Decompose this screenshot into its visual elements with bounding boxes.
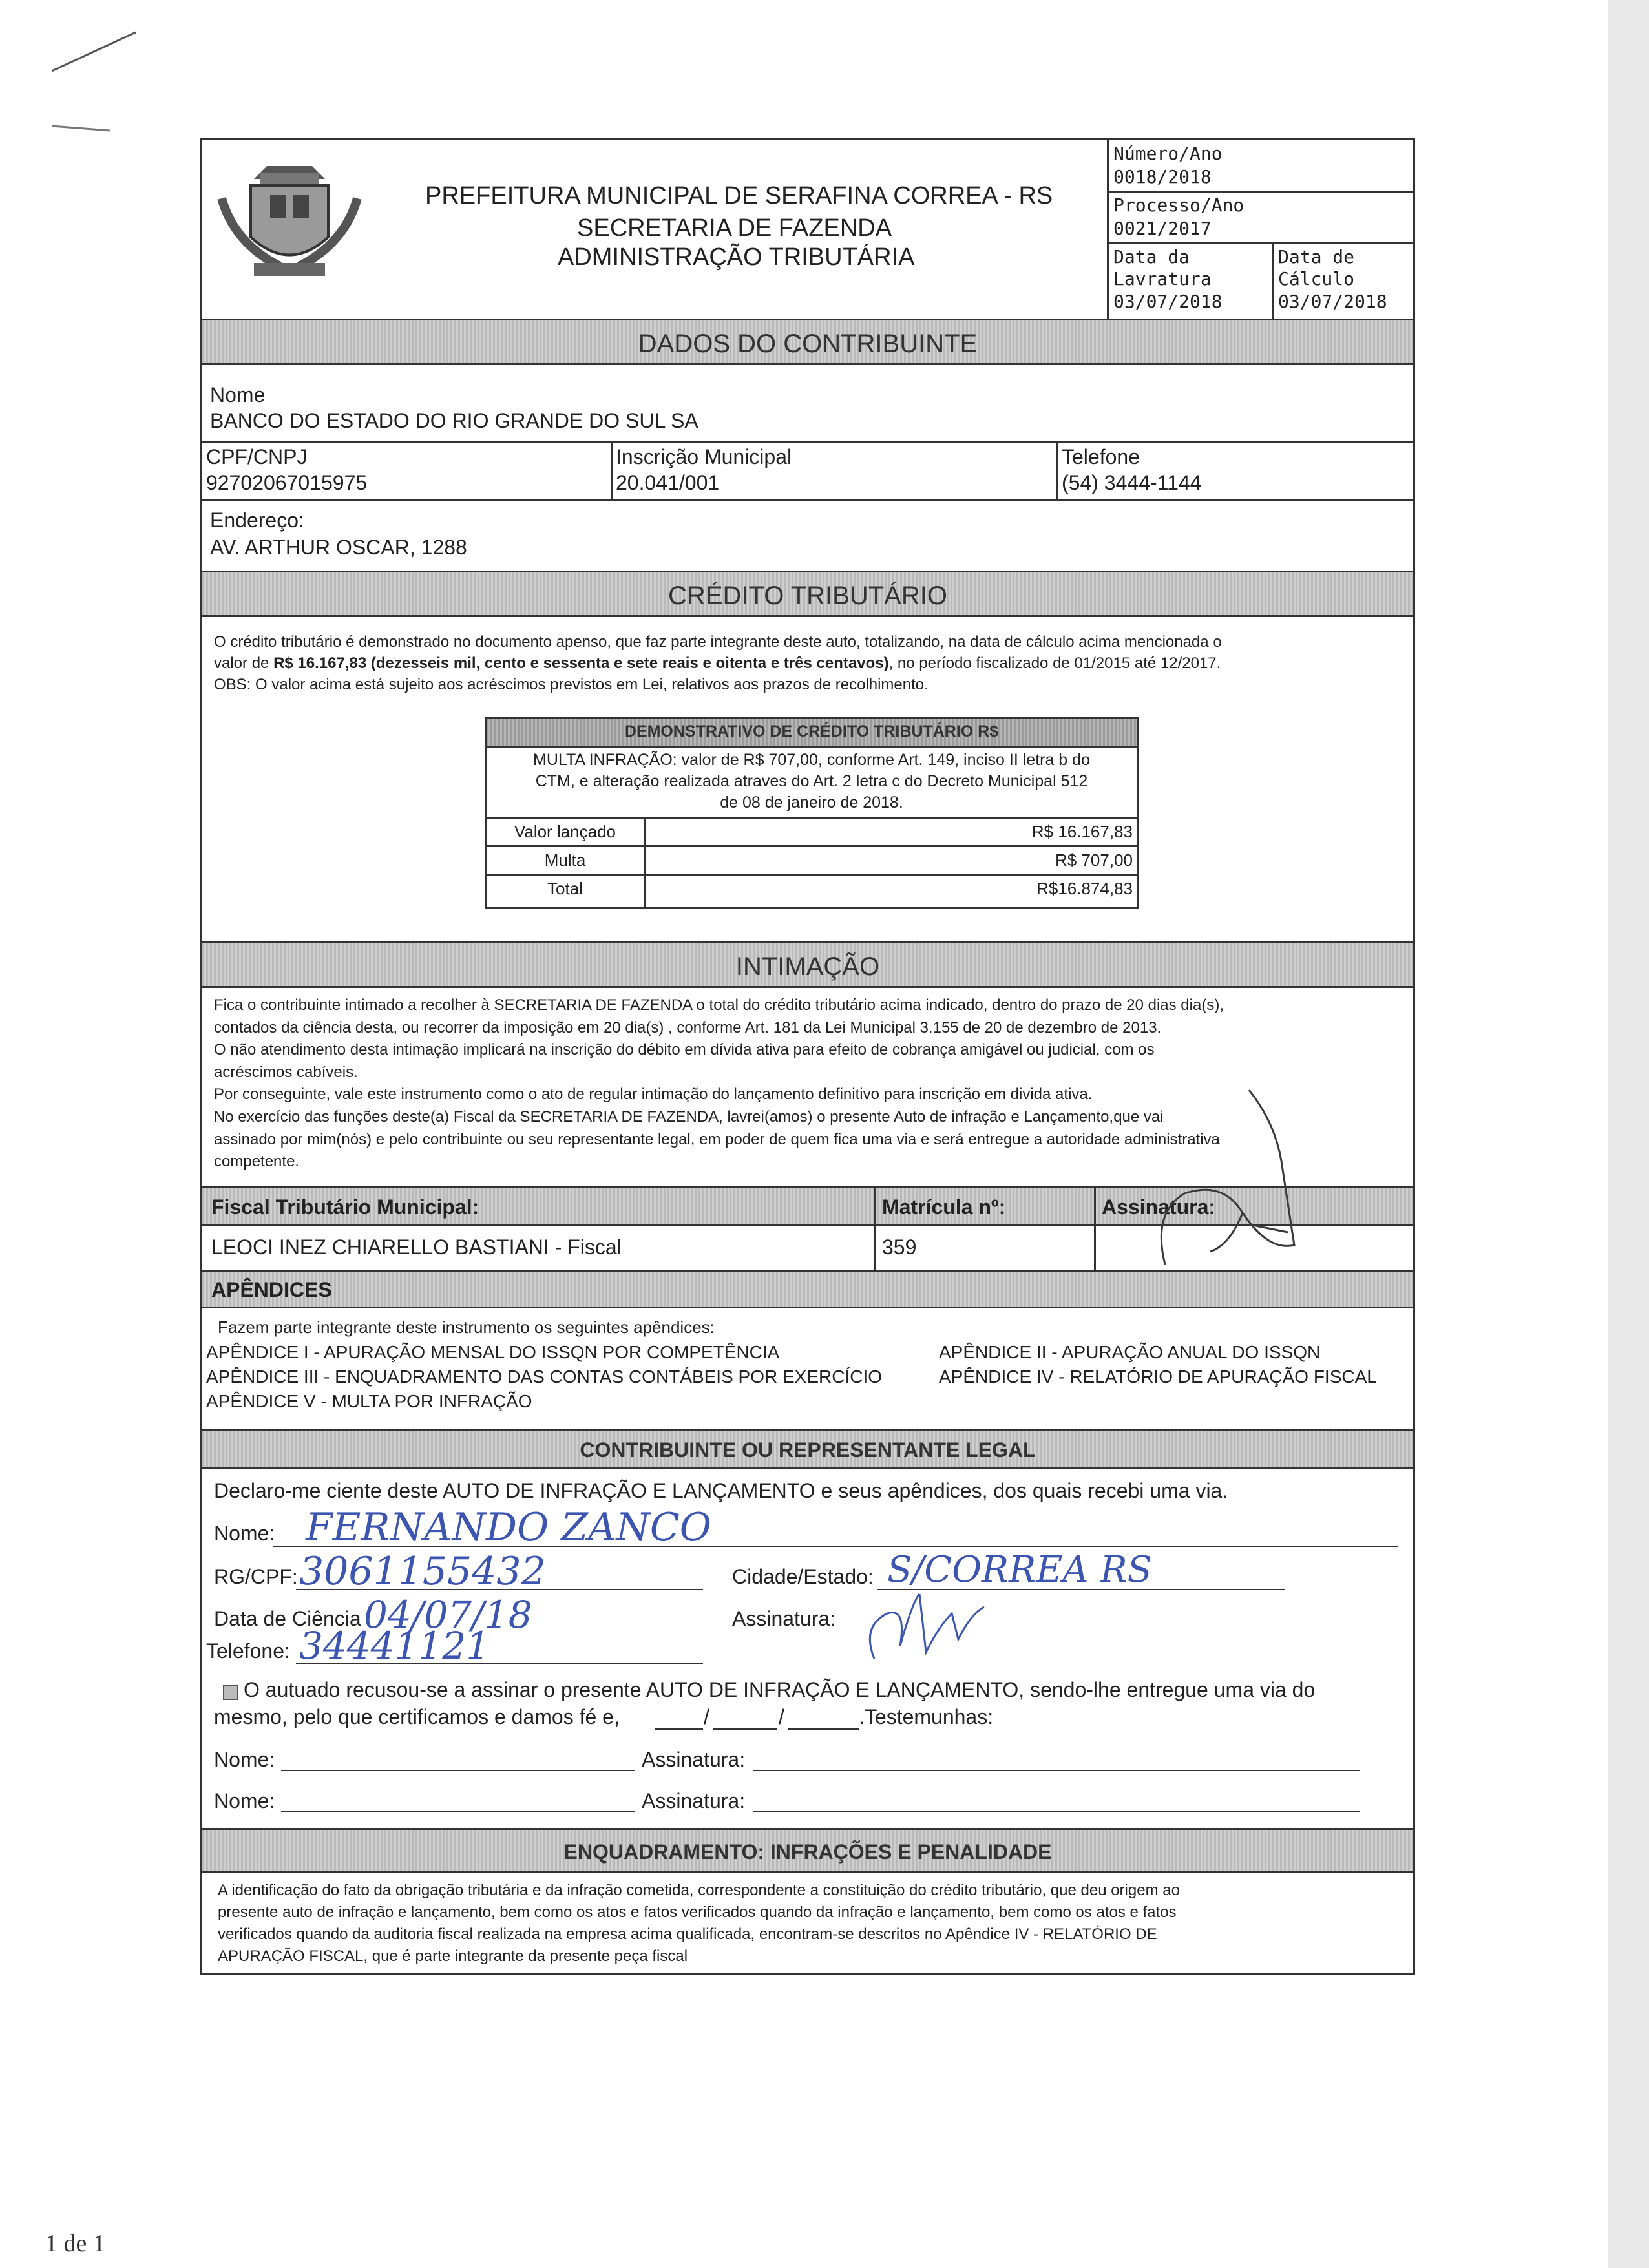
inscricao-value: 20.041/001 [616,471,720,494]
header-line1: PREFEITURA MUNICIPAL DE SERAFINA CORREA - RS [425,182,1053,209]
assinatura-label: Assinatura: [1102,1195,1216,1219]
rep-telefone-handwriting: 34441121 [299,1624,490,1668]
testemunhas-label: .Testemunhas: [859,1705,994,1728]
calculo-label-1: Data de [1278,246,1355,268]
header-line3: ADMINISTRAÇÃO TRIBUTÁRIA [558,244,915,271]
testemunha-1-nome-label: Nome: [214,1748,275,1771]
credito-amount: R$ 16.167,83 (dezesseis mil, cento e sessenta e sete reais e oitenta e três centavos) [273,655,889,672]
apendice-5: APÊNDICE V - MULTA POR INFRAÇÃO [206,1391,532,1411]
demonstrativo-header: DEMONSTRATIVO DE CRÉDITO TRIBUTÁRIO R$ [487,719,1137,748]
section-credito-tributario [202,571,1413,617]
matricula-value: 359 [882,1235,917,1259]
apendices-intro: Fazem parte integrante deste instrumento os seguintes apêndices: [218,1318,715,1337]
endereco-label: Endereço: [210,509,304,532]
nome-value: BANCO DO ESTADO DO RIO GRANDE DO SUL SA [210,409,698,432]
credito-paragraph [214,631,1403,695]
header-line2: SECRETARIA DE FAZENDA [577,215,892,242]
fiscal-value: LEOCI INEZ CHIARELLO BASTIANI - Fiscal [211,1235,622,1259]
valor-lancado-label: Valor lançado [514,822,616,841]
calculo-value: 03/07/2018 [1278,291,1387,312]
recusa-line-2: mesmo, pelo que certificamos e damos fé e, [214,1705,620,1728]
telefone-label: Telefone [1062,445,1140,468]
auto-infracao-form: PREFEITURA MUNICIPAL DE SERAFINA CORREA - RS SECRETARIA DE FAZENDA ADMINISTRAÇÃO TRIBUTÁRIA Número/Ano 0018/2018 Processo/Ano 0021/2017 Data da Lavratura 03/07/2018 Data de Cálculo 03/07/2018 DADOS DO CONTRIBUINTE Nome BANCO DO ESTADO DO RIO GRANDE DO SUL SA CPF/CNPJ 92702067015975 Inscrição Municipal 20.041/001 Telefone (54) 3444-1144 Endereço: AV. ARTHUR OSCAR, 1288 CRÉDITO TRIBUTÁRIO O crédito tributário é demonstrado no documento apenso, que faz parte integrante deste auto, totalizando, na data de cálculo acima mencionada o valor de R$ 16.167,83 (dezesseis mil, cento e sessenta e sete reais e oitenta e três centavos), no período fiscalizado de 01/2015 até 12/2017. OBS: O valor acima está sujeito aos acréscimos previstos em Lei, relativos aos prazos de recolhimento. DEMONSTRATIVO DE CRÉDITO TRIBUTÁRIO R$ MULTA INFRAÇÃO: valor de R$ 707,00, conforme Art. 149, inciso II letra b do CTM, e alteração realizada atraves do Art. 2 letra c do Decreto Municipal 512 de 08 de janeiro de 2018. Valor lançado R$ 16.167,83 Multa R$ 707,00 Total R$16.874,83 INTIMAÇÃO Fica o contribuinte intimado a recolher à SECRETARIA DE FAZENDA o total do crédito tributário acima indicado, dentro do prazo de 20 dias dia(s), contados da ciência desta, ou recorrer da imposição em 20 dia(s) , conforme Art. 181 da Lei Municipal 3.155 de 20 de dezembro de 2013. O não atendimento desta intimação implicará na inscrição do débito em dívida ativa para efeito de cobrança amigável ou judicial, com os acréscimos cabíveis. Por conseguinte, vale este instrumento como o ato de regular intimação do lançamento definitivo para inscrição em divida ativa. No exercício das funções deste(a) Fiscal da SECRETARIA DE FAZENDA, lavrei(amos) o presente Auto de infração e Lançamento,que vai assinado por mim(nós) e pelo contribuinte ou seu representante legal, em poder de quem fica uma via e será entregue a autoridade administrativa competente. Fiscal Tributário Municipal: Matrícula nº: Assinatura: LEOCI INEZ CHIARELLO BASTIANI - Fiscal 359 APÊNDICES Fazem parte integrante deste instrumento os seguintes apêndices: APÊNDICE I - APURAÇÃO MENSAL DO ISSQN POR COMPETÊNCIA APÊNDICE II - APURAÇÃO ANUAL DO ISSQN APÊNDICE III - ENQUADRAMENTO DAS CONTAS CONTÁBEIS POR EXERCÍCIO APÊNDICE IV - RELATÓRIO DE APURAÇÃO FISCAL APÊNDICE V - MULTA POR INFRAÇÃO CONTRIBUINTE OU REPRESENTANTE LEGAL Declaro-me ciente deste AUTO DE INFRAÇÃO E LANÇAMENTO e seus apêndices, dos quais recebi uma via. Nome: FERNANDO ZANCO RG/CPF: 3061155432 Cidade/Estado: S/CORREA RS Data de Ciência 04/07/18 Assinatura: Telefone: 34441121 O autuado recusou-se a assinar o presente AUTO DE INFRAÇÃO E LANÇAMENTO, sendo-lhe entregue uma via do mesmo, pelo que certificamos e damos fé e, / / .Testemunhas: Nome: Assinatura: Nome: Assinatura: ENQUADRAMENTO: INFRAÇÕES E PENALIDADE A identificação do fato da obrigação tributária e da infração cometida, correspondente a constituição do crédito tributário, que deu origem ao presente auto de infração e lançamento, bem como os atos e fatos verificados quando da infração e lançamento, bem como os atos e fatos verificados quando da auditoria fiscal realizada na empresa acima qualificada, encontram-se descritos no Apêndice IV - RELATÓRIO DE APURAÇÃO FISCAL, que é parte integrante da presente peça fiscal [200,138,1415,1975]
rep-rg-label: RG/CPF: [214,1565,298,1588]
rep-data-label: Data de Ciência [214,1607,361,1630]
section-title: APÊNDICES [211,1278,332,1301]
section-title: ENQUADRAMENTO: INFRAÇÕES E PENALIDADE [563,1840,1052,1864]
apendice-4: APÊNDICE IV - RELATÓRIO DE APURAÇÃO FISCAL [939,1367,1377,1387]
rep-rg-handwriting: 3061155432 [299,1549,546,1594]
demonstrativo-table [485,717,1139,909]
lavratura-label-1: Data da [1113,246,1190,268]
section-title: DADOS DO CONTRIBUINTE [638,330,978,358]
credito-obs: OBS: O valor acima está sujeito aos acréscimos previstos em Lei, relativos aos prazos de recolhimento. [214,676,929,693]
rep-telefone-label: Telefone: [206,1639,290,1663]
multa-value: R$ 707,00 [1055,850,1133,870]
coat-of-arms-icon [215,160,364,289]
section-title: CONTRIBUINTE OU REPRESENTANTE LEGAL [580,1438,1036,1462]
credito-line-1: O crédito tributário é demonstrado no documento apenso, que faz parte integrante deste auto, totalizando, na data de cálculo acima mencionada o [214,633,1222,651]
processo-value: 0021/2017 [1113,218,1212,239]
numero-label: Número/Ano [1113,143,1223,164]
apendice-3: APÊNDICE III - ENQUADRAMENTO DAS CONTAS CONTÁBEIS POR EXERCÍCIO [206,1367,883,1387]
nome-label: Nome [210,383,266,406]
matricula-label: Matrícula nº: [882,1195,1006,1219]
multa-label: Multa [544,850,586,870]
demonstrativo-description: MULTA INFRAÇÃO: valor de R$ 707,00, conforme Art. 149, inciso II letra b do CTM, e alteração realizada atraves do Art. 2 letra c do Decreto Municipal 512 de 08 de janeiro de 2018. [533,751,1090,812]
lavratura-label-2: Lavratura [1113,268,1212,289]
recusa-checkbox[interactable] [223,1685,238,1700]
testemunha-1-assinatura-label: Assinatura: [642,1748,746,1771]
section-title: INTIMAÇÃO [735,952,880,981]
rep-data-handwriting: 04/07/18 [364,1593,532,1637]
apendice-2: APÊNDICE II - APURAÇÃO ANUAL DO ISSQN [939,1342,1321,1362]
rep-cidade-label: Cidade/Estado: [732,1565,874,1588]
lavratura-value: 03/07/2018 [1113,291,1223,312]
rep-signature [855,1588,1003,1672]
recusa-line-1: O autuado recusou-se a assinar o presente AUTO DE INFRAÇÃO E LANÇAMENTO, sendo-lhe entregue uma via do [244,1678,1316,1701]
rep-assinatura-label: Assinatura: [732,1607,836,1630]
cpf-label: CPF/CNPJ [206,445,308,468]
telefone-value: (54) 3444-1144 [1062,471,1202,494]
section-intimacao [202,941,1413,988]
section-title: CRÉDITO TRIBUTÁRIO [668,582,947,610]
rep-nome-label: Nome: [214,1522,275,1545]
testemunha-2-assinatura-label: Assinatura: [642,1789,746,1812]
section-apendices [202,1270,1413,1308]
section-representante [202,1429,1413,1469]
processo-label: Processo/Ano [1113,194,1245,216]
valor-lancado-value: R$ 16.167,83 [1031,822,1133,841]
declaro-text: Declaro-me ciente deste AUTO DE INFRAÇÃO E LANÇAMENTO e seus apêndices, dos quais recebi uma via. [214,1479,1228,1502]
apendice-1: APÊNDICE I - APURAÇÃO MENSAL DO ISSQN POR COMPETÊNCIA [206,1342,780,1362]
total-value: R$16.874,83 [1036,879,1133,898]
testemunha-2-nome-label: Nome: [214,1789,275,1812]
intimacao-paragraph: Fica o contribuinte intimado a recolher à SECRETARIA DE FAZENDA o total do crédito tributário acima indicado, dentro do prazo de 20 dias dia(s), contados da ciência desta, ou recorrer da imposição em 20 dia(s) , conforme Art. 181 da Lei Municipal 3.155 de 20 de dezembro de 2013. O não atendimento desta intimação implicará na inscrição do débito em dívida ativa para efeito de cobrança amigável ou judicial, com os acréscimos cabíveis. Por conseguinte, vale este instrumento como o ato de regular intimação do lançamento definitivo para inscrição em divida ativa. No exercício das funções deste(a) Fiscal da SECRETARIA DE FAZENDA, lavrei(amos) o presente Auto de infração e Lançamento,que vai assinado por mim(nós) e pelo contribuinte ou seu representante legal, em poder de quem fica uma via e será entregue a autoridade administrativa competente. [214,996,1224,1171]
inscricao-label: Inscrição Municipal [616,445,792,468]
fiscal-label: Fiscal Tributário Municipal: [211,1195,479,1219]
scan-edge [1608,0,1649,2268]
calculo-label-2: Cálculo [1278,268,1355,289]
credito-line-2: valor de R$ 16.167,83 (dezesseis mil, cento e sessenta e sete reais e oitenta e três centavos), no período fiscalizado de 01/2015 até 12/2017. [214,655,1221,672]
numero-value: 0018/2018 [1113,166,1212,187]
section-dados-contribuinte [202,319,1413,365]
section-enquadramento [202,1828,1413,1873]
enquadramento-paragraph: A identificação do fato da obrigação tributária e da infração cometida, correspondente a constituição do crédito tributário, que deu origem ao presente auto de infração e lançamento, bem como os atos e fatos verificados quando da infração e lançamento, bem como os atos e fatos verificados quando da auditoria fiscal realizada na empresa acima qualificada, encontram-se descritos no Apêndice IV - RELATÓRIO DE APURAÇÃO FISCAL, que é parte integrante da presente peça fiscal [218,1882,1180,1965]
page-number: 1 de 1 [45,2230,105,2257]
rep-cidade-handwriting: S/CORREA RS [887,1549,1152,1591]
total-label: Total [547,879,583,898]
scan-mark [39,19,155,142]
rep-nome-handwriting: FERNANDO ZANCO [306,1505,711,1550]
endereco-value: AV. ARTHUR OSCAR, 1288 [210,536,467,559]
cpf-value: 92702067015975 [206,471,368,494]
